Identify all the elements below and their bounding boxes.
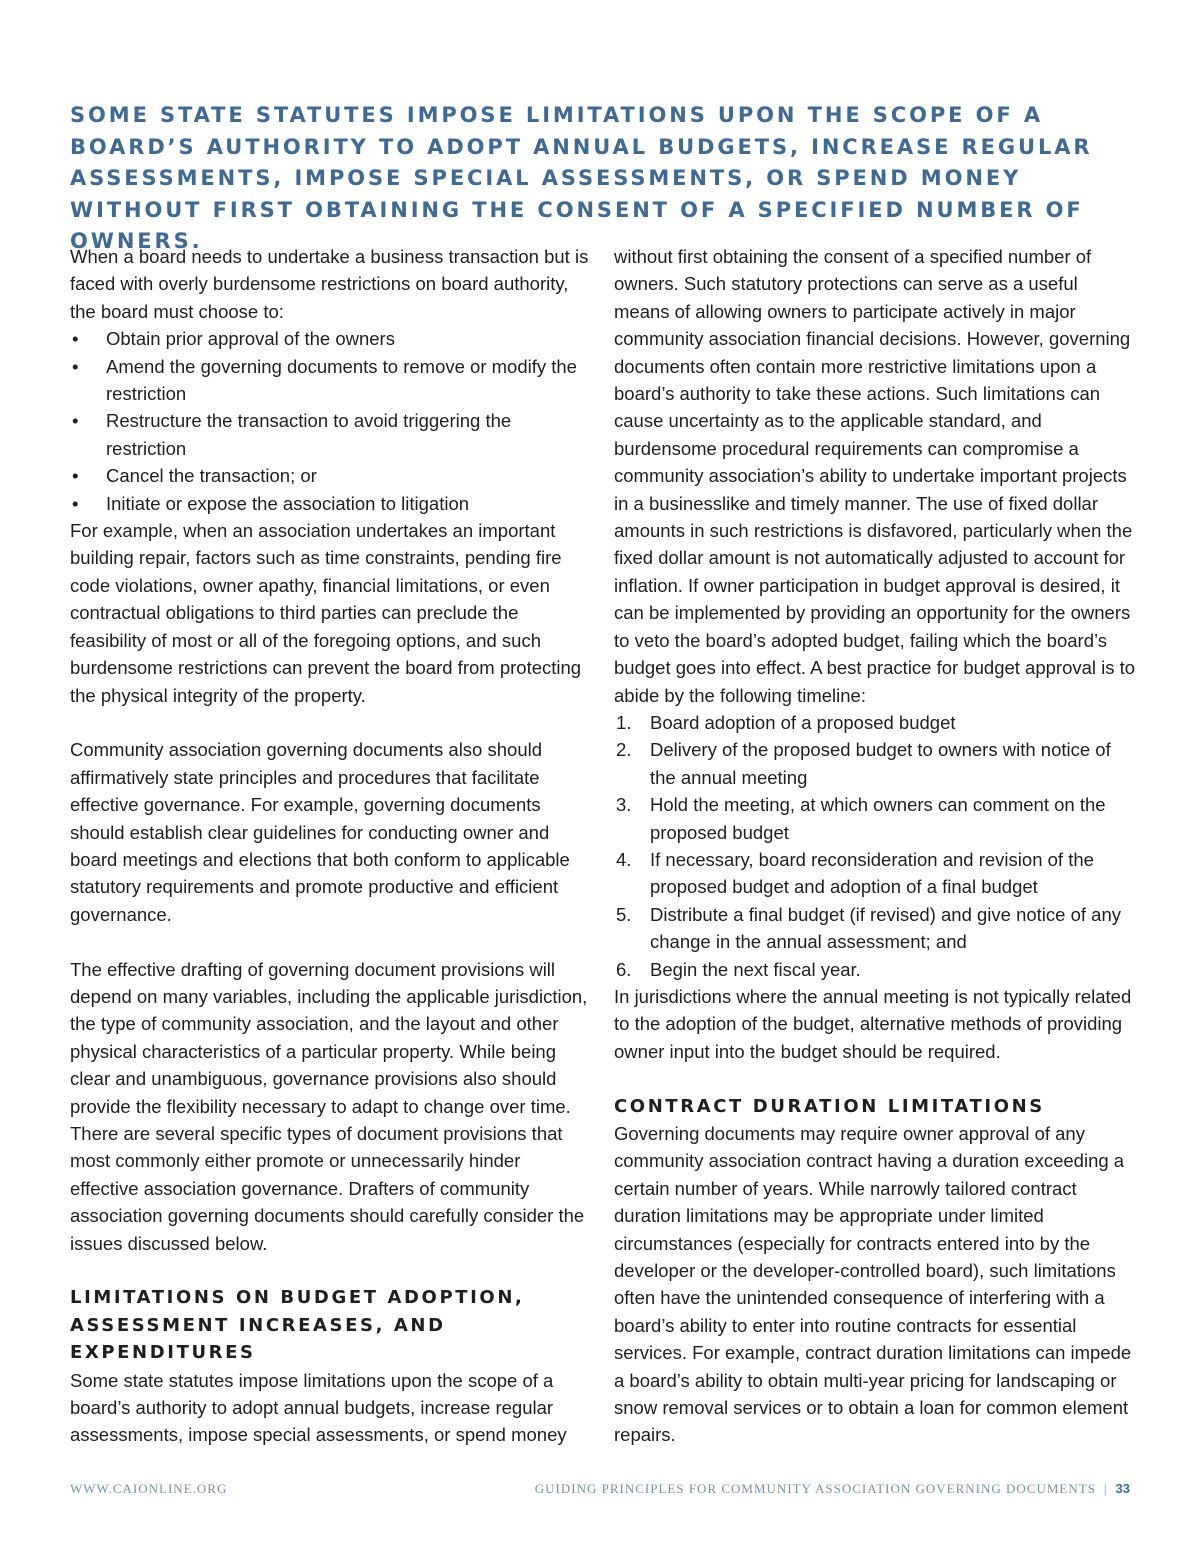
step-text: Delivery of the proposed budget to owners with notice of the annual meeting: [650, 739, 1111, 788]
bullet-item: • Amend the governing documents to remove or modify the restriction: [70, 353, 592, 408]
statutes-paragraph: Some state statutes impose limitations upon the scope of a board’s authority to adopt annual budgets, increase regular assessments, impose special assessments, or spend money: [70, 1369, 567, 1446]
step-text: Board adoption of a proposed budget: [650, 711, 956, 733]
step-text: Distribute a final budget (if revised) and give notice of any change in the annual assessment; and: [650, 903, 1121, 953]
bullet-item: • Obtain prior approval of the owners: [70, 325, 592, 352]
pull-quote-heading: SOME STATE STATUTES IMPOSE LIMITATIONS UPON THE SCOPE OF A BOARD’S AUTHORITY TO ADOPT ANNUAL BUDGETS, INCREASE REGULAR ASSESSMENTS, IMPOSE SPECIAL ASSESSMENTS, OR SPEND MONEY WITHOUT FIRST OBTAINING THE CONSENT OF A SPECIFIED NUMBER OF OWNERS.: [70, 103, 1093, 253]
timeline-step: [614, 791, 1136, 846]
timeline-step: [614, 736, 1136, 791]
timeline-step: [614, 956, 1136, 983]
bullet-item: • Cancel the transaction; or: [70, 462, 592, 489]
step-text: Hold the meeting, at which owners can comment on the proposed budget: [650, 794, 1106, 843]
timeline-step: [614, 901, 1136, 956]
step-number: 1.: [616, 711, 632, 733]
drafting-paragraph: The effective drafting of governing document provisions will depend on many variables, including the applicable jurisdiction, the type of community association, and the layout and other physical characteristics of a particular property. While being clear and unambiguous, governance provisions also should provide the flexibility necessary to adapt to change over time. There are several specific types of document provisions that most commonly either promote or unnecessarily hinder effective association governance. Drafters of community association governing documents should carefully consider the issues discussed below.: [70, 958, 588, 1254]
right-column: [614, 243, 1136, 1449]
timeline-step: [614, 846, 1136, 901]
contract-paragraph: Governing documents may require owner approval of any community association contract having a duration exceeding a certain number of years. While narrowly tailored contract duration limitations may be appropriate under limited circumstances (especially for contracts entered into by the developer or the developer-controlled board), such limitations often have the unintended consequence of interfering with a board’s ability to enter into routine contracts for essential services. For example, contract duration limitations can impede a board’s ability to obtain multi-year pricing for landscaping or snow removal services or to obtain a loan for common element repairs.: [614, 1122, 1132, 1446]
step-text: Begin the next fiscal year.: [650, 958, 861, 980]
step-number: 5.: [616, 903, 632, 925]
step-number: 2.: [616, 739, 632, 761]
step-text: If necessary, board reconsideration and revision of the proposed budget and adoption of a final budget: [650, 848, 1094, 898]
timeline-step: [614, 709, 1136, 736]
contract-duration-heading: CONTRACT DURATION LIMITATIONS: [614, 1095, 1045, 1117]
continuation-paragraph: without first obtaining the consent of a specified number of owners. Such statutory protections can serve as a useful means of allowing owners to participate actively in major community association financial decisions. However, governing documents often contain more restrictive limitations upon a board’s authority to take these actions. Such limitations can cause uncertainty as to the applicable standard, and burdensome procedural requirements can compromise a community association’s ability to undertake important projects in a businesslike and timely manner. The use of fixed dollar amounts in such restrictions is disfavored, particularly when the fixed dollar amount is not automatically adjusted to account for inflation. If owner participation in budget approval is desired, it can be implemented by providing an opportunity for the owners to veto the board’s adopted budget, failing which the board’s budget goes into effect. A best practice for budget approval is to abide by the following timeline:: [614, 246, 1136, 706]
example-paragraph: For example, when an association undertakes an important building repair, factors such as time constraints, pending fire code violations, owner apathy, financial limitations, or even contractual obligations to third parties can preclude the feasibility of most or all of the foregoing options, and such burdensome restrictions can prevent the board from protecting the physical integrity of the property.: [70, 520, 582, 706]
budget-limitations-heading: LIMITATIONS ON BUDGET ADOPTION, ASSESSMENT INCREASES, AND EXPENDITURES: [70, 1287, 525, 1364]
options-bullet-list: [70, 325, 592, 517]
bullet-item: • Restructure the transaction to avoid triggering the restriction: [70, 407, 592, 462]
governance-paragraph: Community association governing documents also should affirmatively state principles and procedures that facilitate effective governance. For example, governing documents should establish clear guidelines for conducting owner and board meetings and elections that both conform to applicable statutory requirements and promote productive and efficient governance.: [70, 739, 570, 925]
intro-paragraph: When a board needs to undertake a business transaction but is faced with overly burdensome restrictions on board authority, the board must choose to:: [70, 246, 589, 322]
page-number: 33: [1115, 1481, 1130, 1496]
footer-doc-title: GUIDING PRINCIPLES FOR COMMUNITY ASSOCIATION GOVERNING DOCUMENTS: [534, 1481, 1096, 1496]
budget-timeline-list: [614, 709, 1136, 983]
step-number: 4.: [616, 848, 632, 870]
jurisdictions-paragraph: In jurisdictions where the annual meeting is not typically related to the adoption of the budget, alternative methods of providing owner input into the budget should be required.: [614, 985, 1132, 1062]
step-number: 6.: [616, 958, 632, 980]
step-number: 3.: [616, 794, 632, 816]
footer-website: WWW.CAIONLINE.ORG: [70, 1481, 228, 1496]
footer-document-info: [535, 1481, 1130, 1497]
left-column: [70, 243, 592, 1449]
bullet-item: • Initiate or expose the association to litigation: [70, 490, 592, 517]
footer-separator: |: [1103, 1481, 1108, 1496]
